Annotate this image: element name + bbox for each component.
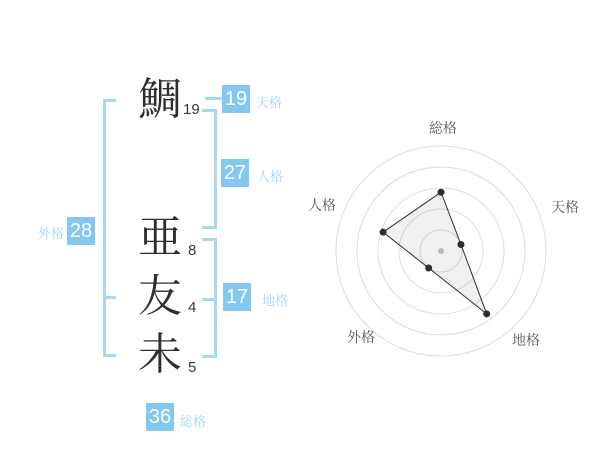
- radar-axis-label-4: 人格: [308, 197, 336, 213]
- radar-point-3: [425, 264, 432, 271]
- radar-axis-label-3: 外格: [347, 329, 375, 345]
- gaikaku-label: 外格: [38, 226, 65, 241]
- kanji-char-2: 亜: [138, 213, 182, 262]
- radar-point-0: [438, 189, 445, 196]
- gaikaku-bracket-tick-bottom: [103, 354, 116, 357]
- gaikaku-bracket-line: [103, 99, 106, 357]
- stroke-count-2: 8: [188, 242, 197, 259]
- jinkaku-badge: 27: [221, 159, 249, 187]
- radar-chart-container: [300, 110, 600, 380]
- chikaku-bracket-tick-bottom: [202, 355, 215, 358]
- kanji-char-3: 友: [138, 272, 182, 321]
- kanji-char-4: 未: [138, 330, 182, 379]
- radar-point-2: [483, 310, 490, 317]
- gaikaku-badge: 28: [67, 217, 95, 245]
- tenkaku-label: 天格: [256, 95, 283, 110]
- radar-axis-label-0: 総格: [429, 120, 457, 136]
- tenkaku-tick: [205, 97, 222, 100]
- stroke-count-3: 4: [188, 299, 197, 316]
- jinkaku-bracket-tick-top: [202, 109, 215, 112]
- stroke-count-1: 19: [183, 101, 200, 118]
- chikaku-bracket-tick-top: [202, 238, 215, 241]
- kanji-char-1: 鯛: [138, 75, 182, 124]
- chikaku-label: 地格: [262, 293, 289, 308]
- gaikaku-bracket-tick-top: [103, 99, 116, 102]
- gaikaku-bracket-tick-mid: [103, 296, 116, 299]
- tenkaku-badge: 19: [222, 85, 250, 113]
- soukaku-label: 総格: [180, 414, 207, 429]
- chikaku-badge: 17: [223, 283, 251, 311]
- radar-axis-label-2: 地格: [512, 332, 540, 348]
- radar-axis-label-1: 天格: [551, 199, 579, 215]
- soukaku-badge: 36: [146, 403, 174, 431]
- radar-point-4: [380, 229, 387, 236]
- stroke-count-4: 5: [188, 359, 197, 376]
- jinkaku-bracket-tick-bottom: [202, 226, 215, 229]
- chikaku-bracket-tick-mid: [202, 298, 215, 301]
- radar-chart: [300, 110, 600, 380]
- jinkaku-bracket-line: [214, 109, 217, 229]
- radar-point-1: [457, 241, 464, 248]
- jinkaku-label: 人格: [257, 169, 284, 184]
